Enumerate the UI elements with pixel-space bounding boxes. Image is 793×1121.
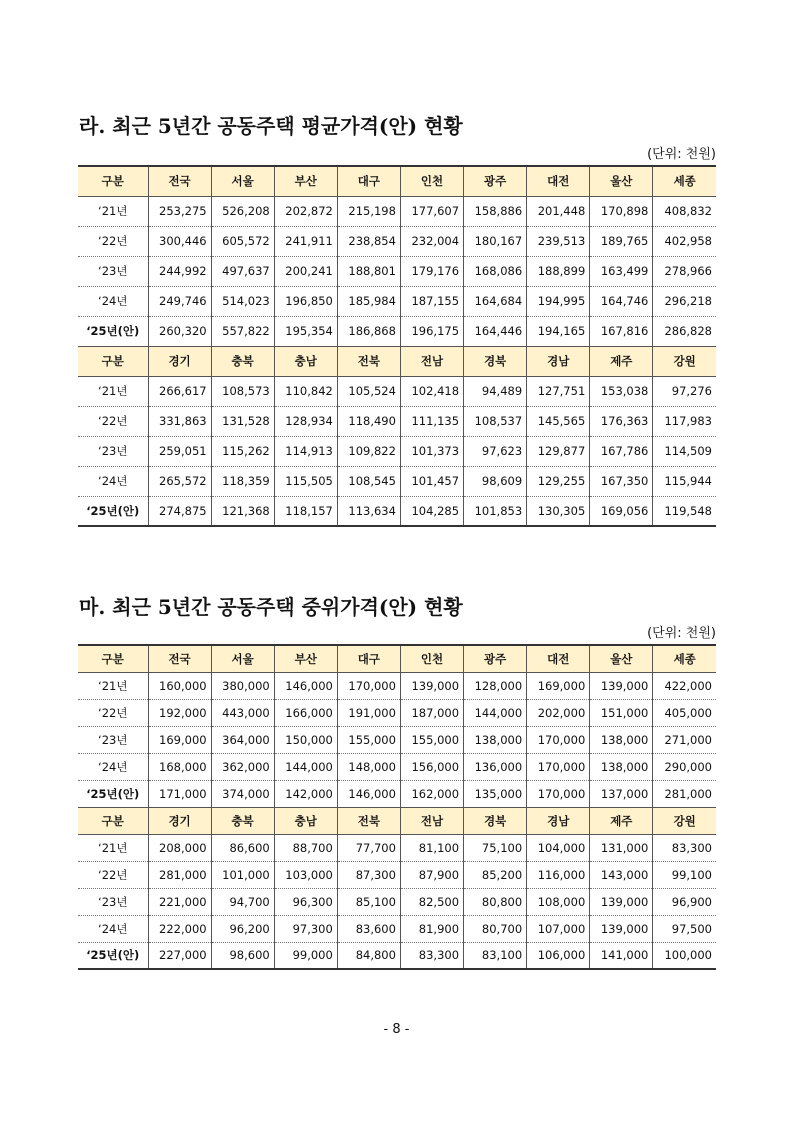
price-cell: 164,446 [464, 316, 527, 346]
price-cell: 113,634 [337, 496, 400, 526]
price-cell: 97,500 [653, 915, 716, 942]
price-cell: 99,100 [653, 861, 716, 888]
header-region: 경기 [148, 346, 211, 376]
price-cell: 239,513 [527, 226, 590, 256]
header-region: 부산 [274, 166, 337, 196]
price-cell: 80,700 [464, 915, 527, 942]
price-cell: 139,000 [400, 672, 463, 699]
header-region: 인천 [400, 645, 463, 672]
price-cell: 81,100 [400, 834, 463, 861]
price-cell: 104,285 [400, 496, 463, 526]
header-region: 광주 [464, 645, 527, 672]
row-year-label: ‘22년 [78, 406, 148, 436]
median-price-table [78, 644, 716, 970]
table-header-row [78, 807, 716, 834]
table-row [78, 196, 716, 226]
table-row [78, 861, 716, 888]
price-cell: 374,000 [211, 780, 274, 807]
price-cell: 300,446 [148, 226, 211, 256]
price-cell: 170,000 [337, 672, 400, 699]
row-year-label: ‘21년 [78, 834, 148, 861]
price-cell: 104,000 [527, 834, 590, 861]
price-cell: 195,354 [274, 316, 337, 346]
header-region: 제주 [590, 346, 653, 376]
price-cell: 168,000 [148, 753, 211, 780]
header-region: 제주 [590, 807, 653, 834]
price-cell: 189,765 [590, 226, 653, 256]
header-region: 강원 [653, 807, 716, 834]
section-title-median-price: 마. 최근 5년간 공동주택 중위가격(안) 현황 [79, 595, 463, 619]
price-cell: 100,000 [653, 942, 716, 969]
price-cell: 221,000 [148, 888, 211, 915]
price-cell: 111,135 [400, 406, 463, 436]
price-cell: 153,038 [590, 376, 653, 406]
price-cell: 170,898 [590, 196, 653, 226]
price-cell: 77,700 [337, 834, 400, 861]
price-cell: 186,868 [337, 316, 400, 346]
price-cell: 265,572 [148, 466, 211, 496]
price-cell: 362,000 [211, 753, 274, 780]
header-region: 전국 [148, 166, 211, 196]
header-category: 구분 [78, 346, 148, 376]
price-cell: 605,572 [211, 226, 274, 256]
price-cell: 194,165 [527, 316, 590, 346]
price-cell: 170,000 [527, 780, 590, 807]
price-cell: 196,850 [274, 286, 337, 316]
header-region: 경북 [464, 807, 527, 834]
table-row [78, 466, 716, 496]
header-region: 대구 [337, 645, 400, 672]
price-cell: 101,000 [211, 861, 274, 888]
header-region: 충북 [211, 346, 274, 376]
row-year-label: ‘24년 [78, 753, 148, 780]
row-year-label: ‘21년 [78, 672, 148, 699]
price-cell: 85,100 [337, 888, 400, 915]
price-cell: 144,000 [464, 699, 527, 726]
price-cell: 114,913 [274, 436, 337, 466]
price-cell: 514,023 [211, 286, 274, 316]
header-region: 서울 [211, 645, 274, 672]
table-row [78, 753, 716, 780]
price-cell: 85,200 [464, 861, 527, 888]
row-year-label: ‘22년 [78, 861, 148, 888]
price-cell: 286,828 [653, 316, 716, 346]
header-region: 서울 [211, 166, 274, 196]
price-cell: 281,000 [148, 861, 211, 888]
header-region: 울산 [590, 166, 653, 196]
row-year-label: ‘22년 [78, 226, 148, 256]
price-cell: 136,000 [464, 753, 527, 780]
price-cell: 118,157 [274, 496, 337, 526]
price-cell: 238,854 [337, 226, 400, 256]
header-region: 부산 [274, 645, 337, 672]
header-region: 전남 [400, 346, 463, 376]
header-region: 경남 [527, 807, 590, 834]
price-cell: 380,000 [211, 672, 274, 699]
price-cell: 196,175 [400, 316, 463, 346]
row-year-label: ‘21년 [78, 376, 148, 406]
price-cell: 128,000 [464, 672, 527, 699]
price-cell: 115,505 [274, 466, 337, 496]
price-cell: 83,600 [337, 915, 400, 942]
price-cell: 107,000 [527, 915, 590, 942]
row-year-label: ‘21년 [78, 196, 148, 226]
price-cell: 150,000 [274, 726, 337, 753]
price-cell: 200,241 [274, 256, 337, 286]
row-year-label: ‘23년 [78, 256, 148, 286]
price-cell: 96,900 [653, 888, 716, 915]
price-cell: 103,000 [274, 861, 337, 888]
price-cell: 130,305 [527, 496, 590, 526]
row-year-label: ‘24년 [78, 466, 148, 496]
price-cell: 202,000 [527, 699, 590, 726]
price-cell: 94,700 [211, 888, 274, 915]
price-cell: 87,300 [337, 861, 400, 888]
price-cell: 127,751 [527, 376, 590, 406]
price-cell: 180,167 [464, 226, 527, 256]
price-cell: 145,565 [527, 406, 590, 436]
price-cell: 156,000 [400, 753, 463, 780]
price-cell: 164,746 [590, 286, 653, 316]
price-cell: 84,800 [337, 942, 400, 969]
header-region: 경남 [527, 346, 590, 376]
price-cell: 129,255 [527, 466, 590, 496]
row-year-label: ‘25년(안) [78, 942, 148, 969]
price-cell: 260,320 [148, 316, 211, 346]
price-cell: 162,000 [400, 780, 463, 807]
price-cell: 169,056 [590, 496, 653, 526]
price-cell: 151,000 [590, 699, 653, 726]
price-cell: 158,886 [464, 196, 527, 226]
price-cell: 106,000 [527, 942, 590, 969]
page-number: - 8 - [383, 1022, 410, 1037]
header-region: 경북 [464, 346, 527, 376]
price-cell: 109,822 [337, 436, 400, 466]
price-cell: 167,350 [590, 466, 653, 496]
price-cell: 117,983 [653, 406, 716, 436]
price-cell: 81,900 [400, 915, 463, 942]
price-cell: 176,363 [590, 406, 653, 436]
price-cell: 80,800 [464, 888, 527, 915]
price-cell: 185,984 [337, 286, 400, 316]
table-row [78, 316, 716, 346]
price-cell: 115,944 [653, 466, 716, 496]
price-cell: 169,000 [527, 672, 590, 699]
price-cell: 138,000 [590, 753, 653, 780]
price-cell: 75,100 [464, 834, 527, 861]
price-cell: 139,000 [590, 672, 653, 699]
price-cell: 155,000 [337, 726, 400, 753]
price-cell: 241,911 [274, 226, 337, 256]
header-region: 전북 [337, 346, 400, 376]
price-cell: 170,000 [527, 753, 590, 780]
price-cell: 526,208 [211, 196, 274, 226]
price-cell: 108,000 [527, 888, 590, 915]
price-cell: 121,368 [211, 496, 274, 526]
table-row [78, 834, 716, 861]
price-cell: 88,700 [274, 834, 337, 861]
price-cell: 259,051 [148, 436, 211, 466]
price-cell: 187,155 [400, 286, 463, 316]
header-region: 전남 [400, 807, 463, 834]
table-row [78, 376, 716, 406]
price-cell: 290,000 [653, 753, 716, 780]
price-cell: 105,524 [337, 376, 400, 406]
row-year-label: ‘24년 [78, 915, 148, 942]
header-region: 광주 [464, 166, 527, 196]
header-region: 경기 [148, 807, 211, 834]
price-cell: 108,573 [211, 376, 274, 406]
table-row [78, 226, 716, 256]
price-cell: 274,875 [148, 496, 211, 526]
price-cell: 296,218 [653, 286, 716, 316]
header-category: 구분 [78, 807, 148, 834]
header-region: 인천 [400, 166, 463, 196]
price-cell: 119,548 [653, 496, 716, 526]
price-cell: 402,958 [653, 226, 716, 256]
price-cell: 94,489 [464, 376, 527, 406]
price-cell: 163,499 [590, 256, 653, 286]
price-cell: 146,000 [337, 780, 400, 807]
price-cell: 278,966 [653, 256, 716, 286]
price-cell: 408,832 [653, 196, 716, 226]
price-cell: 227,000 [148, 942, 211, 969]
price-cell: 99,000 [274, 942, 337, 969]
price-cell: 167,816 [590, 316, 653, 346]
price-cell: 101,373 [400, 436, 463, 466]
table-row [78, 726, 716, 753]
price-cell: 167,786 [590, 436, 653, 466]
table-row [78, 286, 716, 316]
price-cell: 129,877 [527, 436, 590, 466]
price-cell: 98,609 [464, 466, 527, 496]
price-cell: 138,000 [464, 726, 527, 753]
unit-label: (단위: 천원) [647, 147, 716, 162]
price-cell: 115,262 [211, 436, 274, 466]
price-cell: 232,004 [400, 226, 463, 256]
average-price-table [78, 165, 716, 527]
price-cell: 87,900 [400, 861, 463, 888]
price-cell: 137,000 [590, 780, 653, 807]
price-cell: 497,637 [211, 256, 274, 286]
table-row [78, 942, 716, 969]
price-cell: 222,000 [148, 915, 211, 942]
price-cell: 131,000 [590, 834, 653, 861]
price-cell: 170,000 [527, 726, 590, 753]
header-region: 울산 [590, 645, 653, 672]
price-cell: 102,418 [400, 376, 463, 406]
price-cell: 171,000 [148, 780, 211, 807]
price-cell: 97,623 [464, 436, 527, 466]
price-cell: 108,545 [337, 466, 400, 496]
row-year-label: ‘25년(안) [78, 496, 148, 526]
table-row [78, 406, 716, 436]
price-cell: 281,000 [653, 780, 716, 807]
price-cell: 135,000 [464, 780, 527, 807]
price-cell: 177,607 [400, 196, 463, 226]
price-cell: 131,528 [211, 406, 274, 436]
price-cell: 118,490 [337, 406, 400, 436]
price-cell: 202,872 [274, 196, 337, 226]
unit-label: (단위: 천원) [647, 626, 716, 641]
price-cell: 169,000 [148, 726, 211, 753]
header-region: 충남 [274, 807, 337, 834]
price-cell: 141,000 [590, 942, 653, 969]
table-row [78, 780, 716, 807]
row-year-label: ‘22년 [78, 699, 148, 726]
header-category: 구분 [78, 166, 148, 196]
price-cell: 128,934 [274, 406, 337, 436]
price-cell: 166,000 [274, 699, 337, 726]
price-cell: 187,000 [400, 699, 463, 726]
table-header-row [78, 166, 716, 196]
price-cell: 188,801 [337, 256, 400, 286]
price-cell: 168,086 [464, 256, 527, 286]
row-year-label: ‘25년(안) [78, 316, 148, 346]
table-row [78, 699, 716, 726]
price-cell: 160,000 [148, 672, 211, 699]
price-cell: 143,000 [590, 861, 653, 888]
table-row [78, 256, 716, 286]
header-region: 강원 [653, 346, 716, 376]
price-cell: 208,000 [148, 834, 211, 861]
header-region: 대전 [527, 166, 590, 196]
table-header-row [78, 346, 716, 376]
price-cell: 142,000 [274, 780, 337, 807]
price-cell: 271,000 [653, 726, 716, 753]
price-cell: 194,995 [527, 286, 590, 316]
price-cell: 215,198 [337, 196, 400, 226]
price-cell: 97,276 [653, 376, 716, 406]
price-cell: 188,899 [527, 256, 590, 286]
price-cell: 97,300 [274, 915, 337, 942]
header-region: 충남 [274, 346, 337, 376]
price-cell: 164,684 [464, 286, 527, 316]
price-cell: 144,000 [274, 753, 337, 780]
price-cell: 96,200 [211, 915, 274, 942]
price-cell: 116,000 [527, 861, 590, 888]
price-cell: 405,000 [653, 699, 716, 726]
header-region: 대구 [337, 166, 400, 196]
table-row [78, 888, 716, 915]
price-cell: 86,600 [211, 834, 274, 861]
price-cell: 138,000 [590, 726, 653, 753]
price-cell: 244,992 [148, 256, 211, 286]
header-region: 세종 [653, 166, 716, 196]
price-cell: 422,000 [653, 672, 716, 699]
header-category: 구분 [78, 645, 148, 672]
price-cell: 96,300 [274, 888, 337, 915]
price-cell: 118,359 [211, 466, 274, 496]
row-year-label: ‘23년 [78, 726, 148, 753]
price-cell: 266,617 [148, 376, 211, 406]
price-cell: 82,500 [400, 888, 463, 915]
header-region: 전국 [148, 645, 211, 672]
price-cell: 331,863 [148, 406, 211, 436]
price-cell: 192,000 [148, 699, 211, 726]
row-year-label: ‘23년 [78, 436, 148, 466]
price-cell: 146,000 [274, 672, 337, 699]
table-row [78, 672, 716, 699]
price-cell: 108,537 [464, 406, 527, 436]
header-region: 대전 [527, 645, 590, 672]
price-cell: 253,275 [148, 196, 211, 226]
price-cell: 83,100 [464, 942, 527, 969]
price-cell: 98,600 [211, 942, 274, 969]
price-cell: 101,853 [464, 496, 527, 526]
price-cell: 83,300 [653, 834, 716, 861]
header-region: 세종 [653, 645, 716, 672]
table-row [78, 496, 716, 526]
price-cell: 83,300 [400, 942, 463, 969]
price-cell: 443,000 [211, 699, 274, 726]
price-cell: 364,000 [211, 726, 274, 753]
price-cell: 179,176 [400, 256, 463, 286]
table-row [78, 436, 716, 466]
row-year-label: ‘25년(안) [78, 780, 148, 807]
row-year-label: ‘24년 [78, 286, 148, 316]
price-cell: 155,000 [400, 726, 463, 753]
price-cell: 114,509 [653, 436, 716, 466]
table-header-row [78, 645, 716, 672]
header-region: 충북 [211, 807, 274, 834]
price-cell: 201,448 [527, 196, 590, 226]
price-cell: 191,000 [337, 699, 400, 726]
price-cell: 249,746 [148, 286, 211, 316]
price-cell: 148,000 [337, 753, 400, 780]
section-title-average-price: 라. 최근 5년간 공동주택 평균가격(안) 현황 [79, 114, 463, 138]
price-cell: 557,822 [211, 316, 274, 346]
price-cell: 110,842 [274, 376, 337, 406]
price-cell: 101,457 [400, 466, 463, 496]
price-cell: 139,000 [590, 888, 653, 915]
header-region: 전북 [337, 807, 400, 834]
price-cell: 139,000 [590, 915, 653, 942]
table-row [78, 915, 716, 942]
row-year-label: ‘23년 [78, 888, 148, 915]
